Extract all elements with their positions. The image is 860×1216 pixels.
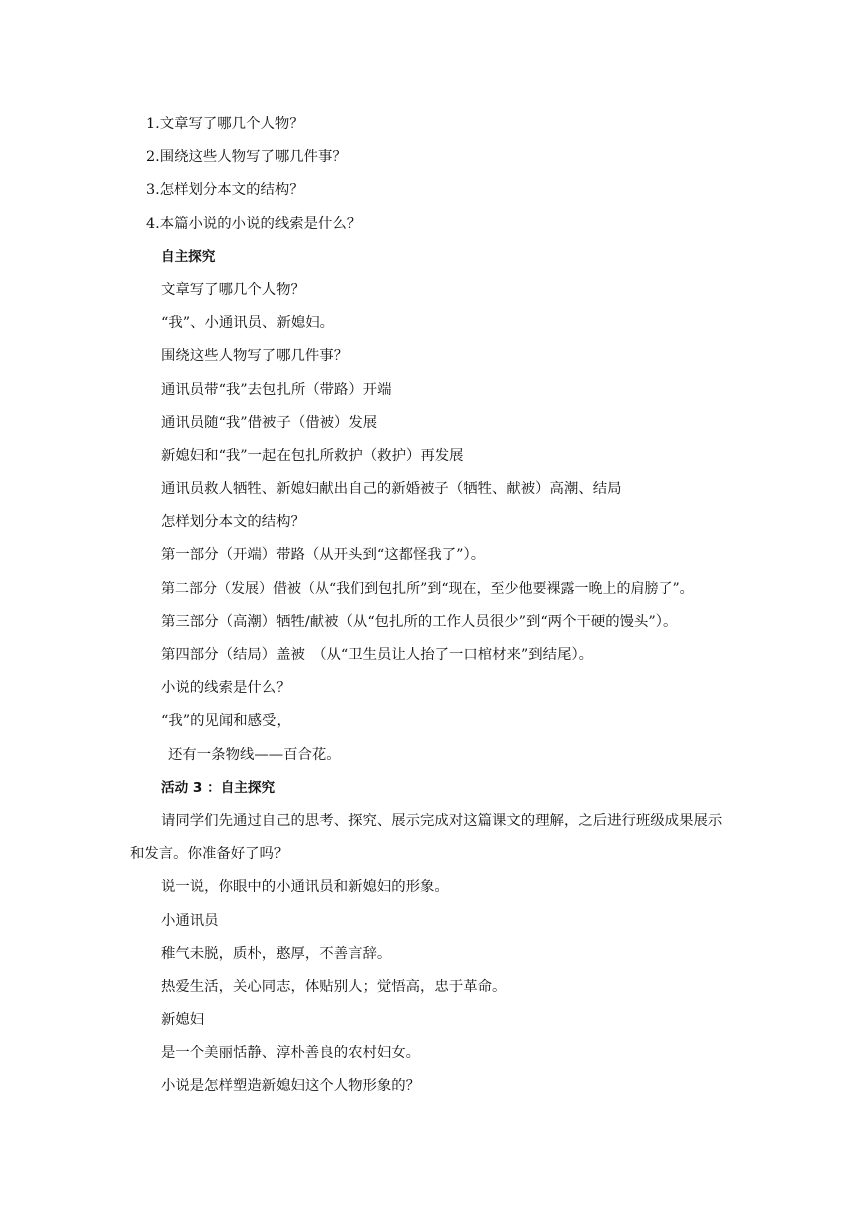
text-line: 通讯员救人牺牲、新媳妇献出自己的新婚被子（牺牲、献被）高潮、结局 — [161, 481, 622, 498]
text-line: 热爱生活，关心同志，体贴别人；觉悟高，忠于革命。 — [161, 978, 507, 995]
text-line: 第一部分（开端）带路（从开头到“这都怪我了”）。 — [161, 547, 486, 564]
question-1: 1.文章写了哪几个人物？ — [146, 116, 304, 132]
question-4: 4.本篇小说的小说的线索是什么？ — [146, 215, 362, 232]
text-line: 围绕这些人物写了哪几件事？ — [161, 348, 349, 365]
text-line: 说一说，你眼中的小通讯员和新媳妇的形象。 — [161, 879, 449, 896]
section-heading-self-study: 自主探究 — [161, 248, 216, 265]
text-line: 第二部分（发展）借被（从“我们到包扎所”到“现在，至少他要裸露一晚上的肩膀了”。 — [161, 580, 694, 597]
text-line: 通讯员带“我”去包扎所（带路）开端 — [161, 381, 392, 398]
text-line: 小通讯员 — [161, 912, 219, 929]
text-line: 小说是怎样塑造新媳妇这个人物形象的？ — [161, 1078, 421, 1095]
text-line: 稚气未脱，质朴，憨厚，不善言辞。 — [161, 945, 392, 962]
text-line: 新媳妇 — [161, 1012, 205, 1029]
question-3: 3.怎样划分本文的结构？ — [146, 182, 304, 199]
text-line: 怎样划分本文的结构？ — [161, 514, 305, 531]
activity-paragraph: 请同学们先通过自己的思考、探究、展示完成对这篇课文的理解，之后进行班级成果展示和发言。你准备好了吗？ — [130, 812, 723, 863]
clue-line: 还有一条物线——百合花。 — [168, 746, 341, 763]
text-line: 第四部分（结局）盖被 （从“卫生员让人抬了一口棺材来”到结尾）。 — [161, 647, 594, 663]
text-line: “我”的见闻和感受， — [161, 713, 291, 730]
text-line: 是一个美丽恬静、淳朴善良的农村妇女。 — [161, 1045, 421, 1062]
question-2: 2.围绕这些人物写了哪几件事？ — [146, 149, 347, 166]
text-line: 第三部分（高潮）牺牲/献被（从“包扎所的工作人员很少”到“两个干硬的馒头”）。 — [161, 613, 678, 630]
section-heading-activity-3: 活动 3 ：自主探究 — [161, 779, 276, 796]
document-content — [0, 108, 860, 1104]
text-line: 小说的线索是什么？ — [161, 680, 291, 697]
text-line: 文章写了哪几个人物？ — [161, 281, 305, 298]
text-line: 新媳妇和“我”一起在包扎所救护（救护）再发展 — [161, 447, 464, 464]
text-line: 通讯员随“我”借被子（借被）发展 — [161, 414, 378, 431]
text-line: “我”、小通讯员、新媳妇。 — [161, 315, 335, 332]
